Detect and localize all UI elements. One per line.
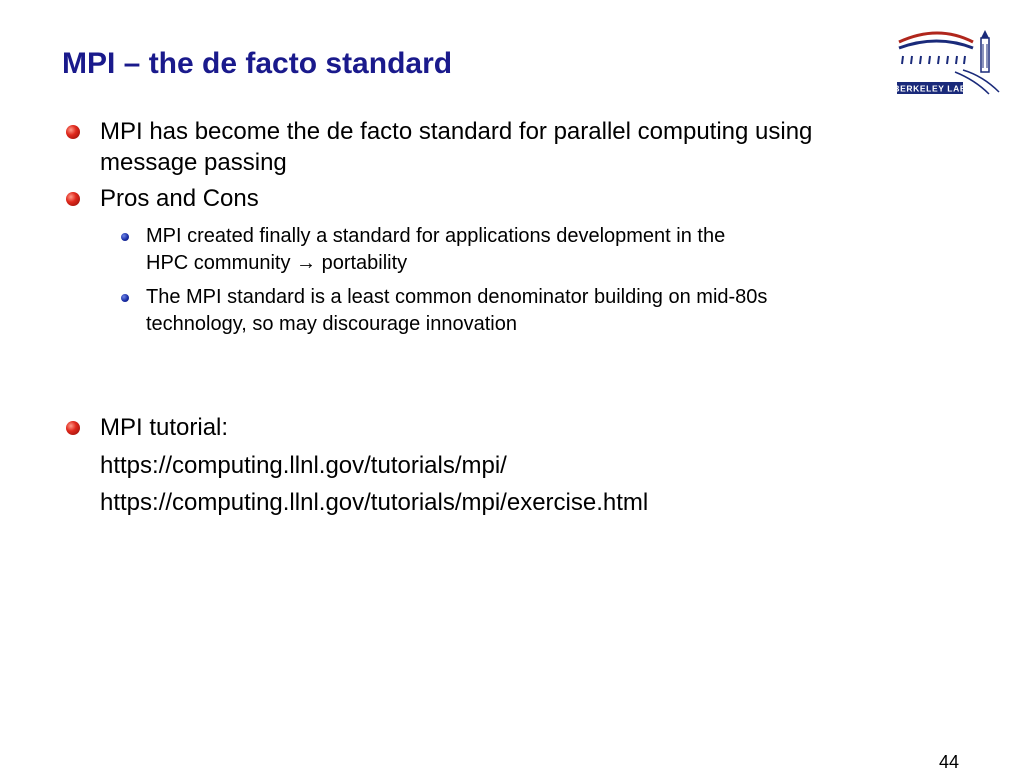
tutorial-link[interactable]: https://computing.llnl.gov/tutorials/mpi/ <box>100 452 507 479</box>
sub-bullet-icon <box>121 233 129 241</box>
sub-bullet-text: The MPI standard is a least common denominator building on mid-80s <box>146 286 768 308</box>
bullet-icon <box>66 192 80 206</box>
sub-bullet-icon <box>121 294 129 302</box>
sub-bullet-text-continued: HPC community → portability <box>146 252 408 274</box>
slide-title: MPI – the de facto standard <box>62 47 453 80</box>
bullet-icon <box>66 125 80 139</box>
bullet-text: MPI has become the de facto standard for parallel computing using <box>100 118 813 145</box>
bullet-text: Pros and Cons <box>100 185 259 212</box>
bullet-icon <box>66 421 80 435</box>
bullet-text: MPI tutorial: <box>100 414 229 441</box>
sub-bullet-text-continued: technology, so may discourage innovation <box>146 313 517 335</box>
bullet-text-continued: message passing <box>100 149 287 176</box>
page-number: 44 <box>939 752 960 772</box>
exercise-link[interactable]: https://computing.llnl.gov/tutorials/mpi/exercise.html <box>100 489 649 516</box>
svg-text:BERKELEY LAB: BERKELEY LAB <box>893 83 967 94</box>
sub-bullet-text: MPI created finally a standard for applications development in the <box>146 225 726 247</box>
